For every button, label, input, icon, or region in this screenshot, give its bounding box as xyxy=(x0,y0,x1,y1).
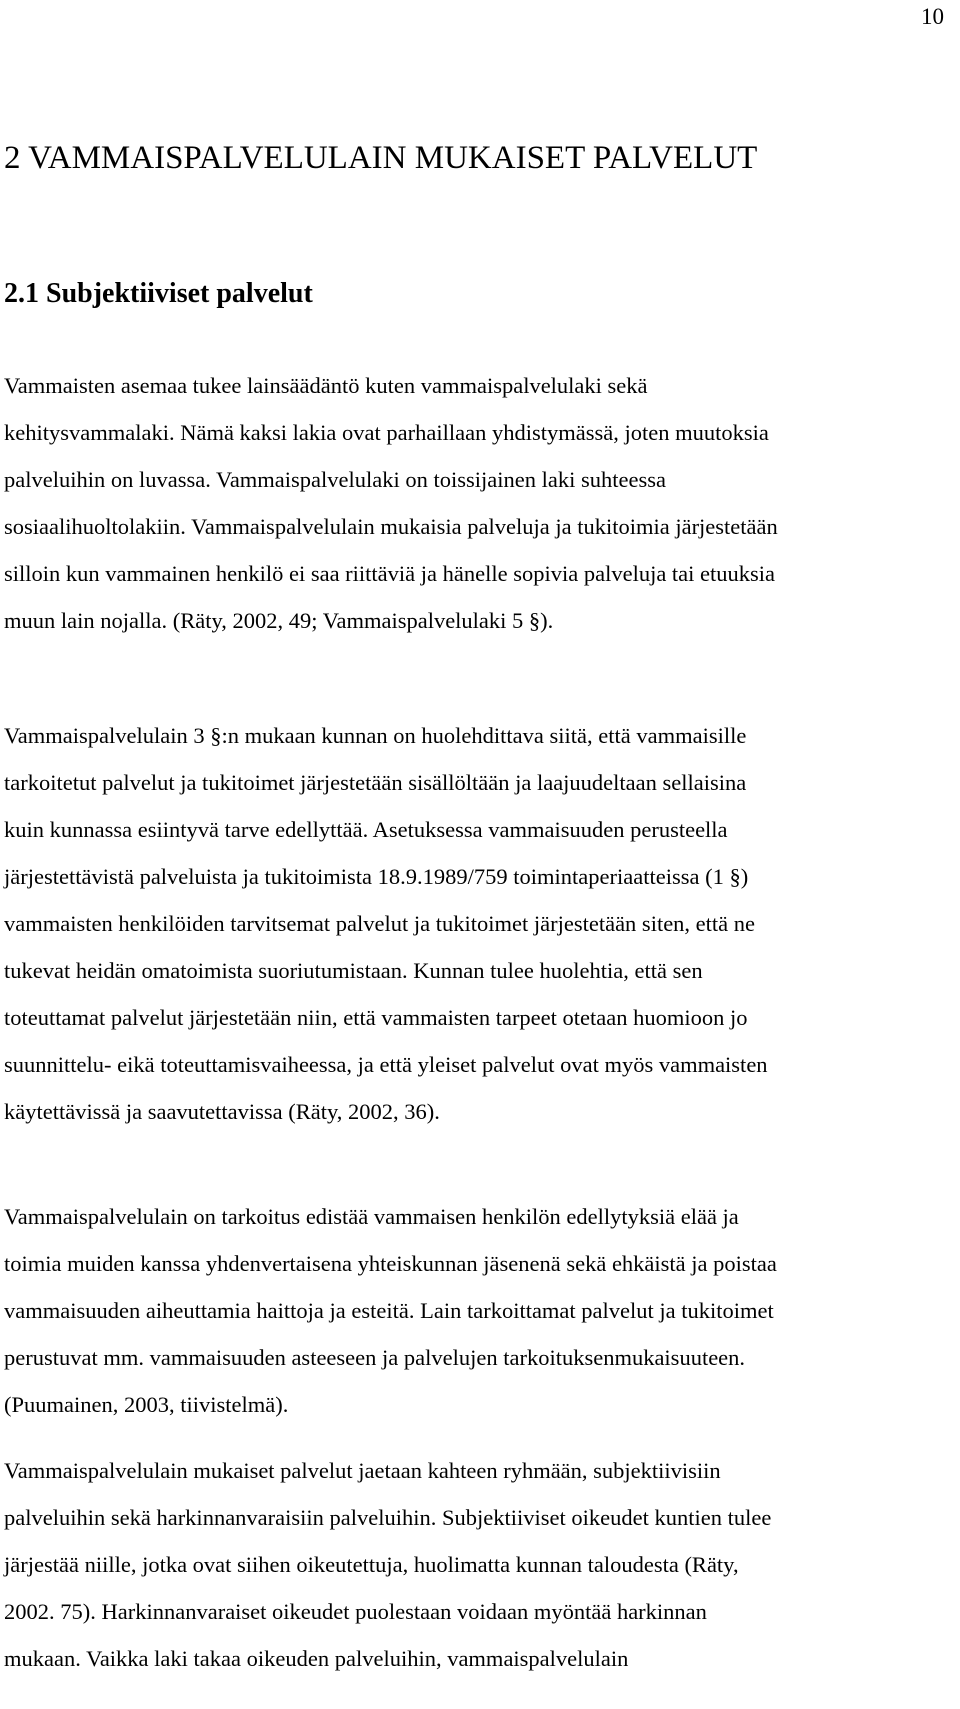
text-line: vammaisten henkilöiden tarvitsemat palvelut ja tukitoimet järjestetään siten, että ne xyxy=(4,911,756,936)
text-line: palveluihin sekä harkinnanvaraisiin palveluihin. Subjektiiviset oikeudet kuntien tulee xyxy=(4,1505,772,1530)
text-line: mukaan. Vaikka laki takaa oikeuden palveluihin, vammaispalvelulain xyxy=(4,1646,629,1671)
text-line: Vammaispalvelulain 3 §:n mukaan kunnan on huolehdittava siitä, että vammaisille xyxy=(4,723,747,748)
text-line: muun lain nojalla. (Räty, 2002, 49; Vammaispalvelulaki 5 §). xyxy=(4,608,554,633)
text-line: toteuttamat palvelut järjestetään niin, että vammaisten tarpeet otetaan huomioon jo xyxy=(4,1005,748,1030)
text-line: suunnittelu- eikä toteuttamisvaiheessa, ja että yleiset palvelut ovat myös vammaisten xyxy=(4,1052,768,1077)
text-line: silloin kun vammainen henkilö ei saa riittäviä ja hänelle sopivia palveluja tai etuuksia xyxy=(4,561,776,586)
page-number: 10 xyxy=(921,4,944,29)
text-line: toimia muiden kanssa yhdenvertaisena yhteiskunnan jäsenenä sekä ehkäistä ja poistaa xyxy=(4,1251,777,1276)
text-line: järjestettävistä palveluista ja tukitoimista 18.9.1989/759 toimintaperiaatteissa (1 §) xyxy=(4,864,749,889)
text-line: kuin kunnassa esiintyvä tarve edellyttää. Asetuksessa vammaisuuden perusteella xyxy=(4,817,728,842)
text-line: käytettävissä ja saavutettavissa (Räty, 2002, 36). xyxy=(4,1099,440,1124)
text-line: vammaisuuden aiheuttamia haittoja ja esteitä. Lain tarkoittamat palvelut ja tukitoimet xyxy=(4,1298,774,1323)
text-line: sosiaalihuoltolakiin. Vammaispalvelulain mukaisia palveluja ja tukitoimia järjestetään xyxy=(4,514,778,539)
text-line: palveluihin on luvassa. Vammaispalvelulaki on toissijainen laki suhteessa xyxy=(4,467,666,492)
paragraph-4 xyxy=(4,1447,954,1682)
section-title: 2.1 Subjektiiviset palvelut xyxy=(4,278,313,309)
text-line: järjestää niille, jotka ovat siihen oikeutettuja, huolimatta kunnan taloudesta (Räty, xyxy=(4,1552,739,1577)
text-line: perustuvat mm. vammaisuuden asteeseen ja palvelujen tarkoituksenmukaisuuteen. xyxy=(4,1345,746,1370)
text-line: (Puumainen, 2003, tiivistelmä). xyxy=(4,1392,289,1417)
text-line: tukevat heidän omatoimista suoriutumistaan. Kunnan tulee huolehtia, että sen xyxy=(4,958,703,983)
text-line: tarkoitetut palvelut ja tukitoimet järjestetään sisällöltään ja laajuudeltaan sellaisina xyxy=(4,770,747,795)
chapter-title: 2 VAMMAISPALVELULAIN MUKAISET PALVELUT xyxy=(4,140,758,176)
text-line: kehitysvammalaki. Nämä kaksi lakia ovat parhaillaan yhdistymässä, joten muutoksia xyxy=(4,420,769,445)
text-line: 2002. 75). Harkinnanvaraiset oikeudet puolestaan voidaan myöntää harkinnan xyxy=(4,1599,707,1624)
text-line: Vammaisten asemaa tukee lainsäädäntö kuten vammaispalvelulaki sekä xyxy=(4,373,648,398)
paragraph-1 xyxy=(4,362,954,644)
paragraph-3 xyxy=(4,1193,954,1428)
paragraph-2 xyxy=(4,712,954,1135)
text-line: Vammaispalvelulain on tarkoitus edistää vammaisen henkilön edellytyksiä elää ja xyxy=(4,1204,739,1229)
text-line: Vammaispalvelulain mukaiset palvelut jaetaan kahteen ryhmään, subjektiivisiin xyxy=(4,1458,721,1483)
